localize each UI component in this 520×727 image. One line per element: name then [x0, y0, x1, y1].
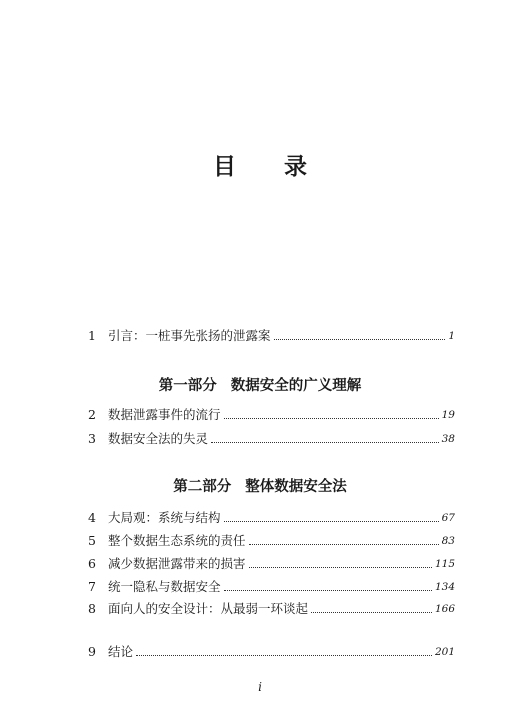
toc-entry-conclusion[interactable]	[88, 640, 455, 660]
chapter-title: 整个数据生态系统的责任	[108, 533, 246, 548]
dot-leader	[224, 418, 439, 419]
page-number: 83	[441, 535, 455, 547]
page-number: 134	[434, 581, 455, 593]
page-number: 115	[434, 558, 455, 570]
folio-page-number: i	[258, 680, 262, 694]
page-title: 目 录	[212, 153, 327, 180]
toc-entry-6[interactable]	[88, 552, 455, 572]
toc-entry-4[interactable]	[88, 506, 455, 526]
dot-leader	[274, 339, 446, 340]
chapter-number: 9	[88, 644, 96, 659]
dot-leader	[249, 567, 432, 568]
toc-entry-2[interactable]	[88, 403, 455, 423]
part-title: 数据安全的广义理解	[230, 378, 362, 394]
chapter-number: 6	[88, 556, 96, 571]
page-number: 1	[448, 330, 455, 342]
toc-entry-8[interactable]	[88, 597, 455, 617]
chapter-title: 面向人的安全设计：从最弱一环谈起	[108, 601, 309, 616]
chapter-title: 数据安全法的失灵	[108, 431, 209, 446]
page-number: 67	[441, 512, 455, 524]
dot-leader	[249, 544, 439, 545]
chapter-title: 引言：一桩事先张扬的泄露案	[108, 328, 271, 343]
page-number: 201	[434, 646, 455, 658]
chapter-title: 数据泄露事件的流行	[108, 407, 221, 422]
chapter-number: 3	[88, 431, 96, 446]
part-heading-1	[0, 374, 520, 395]
chapter-number: 5	[88, 533, 96, 548]
part-label: 第二部分	[173, 479, 232, 495]
chapter-number: 7	[88, 579, 96, 594]
dot-leader	[224, 521, 439, 522]
dot-leader	[211, 442, 439, 443]
chapter-title: 结论	[108, 644, 134, 659]
page-number: 38	[441, 433, 455, 445]
chapter-number: 8	[88, 601, 96, 616]
dot-leader	[224, 590, 432, 591]
part-heading-2	[0, 475, 520, 496]
part-title: 整体数据安全法	[245, 479, 347, 495]
toc-entry-intro[interactable]	[88, 324, 455, 344]
chapter-number: 2	[88, 407, 96, 422]
chapter-title: 大局观：系统与结构	[108, 510, 221, 525]
toc-entry-5[interactable]	[88, 529, 455, 549]
dot-leader	[311, 612, 432, 613]
chapter-number: 4	[88, 510, 96, 525]
dot-leader	[136, 655, 432, 656]
toc-entry-7[interactable]	[88, 575, 455, 595]
chapter-title: 统一隐私与数据安全	[108, 579, 221, 594]
chapter-title: 减少数据泄露带来的损害	[108, 556, 246, 571]
page-number: 166	[434, 603, 455, 615]
toc-entry-3[interactable]	[88, 427, 455, 447]
page-number: 19	[441, 409, 455, 421]
part-label: 第一部分	[158, 378, 217, 394]
chapter-number: 1	[88, 328, 96, 343]
